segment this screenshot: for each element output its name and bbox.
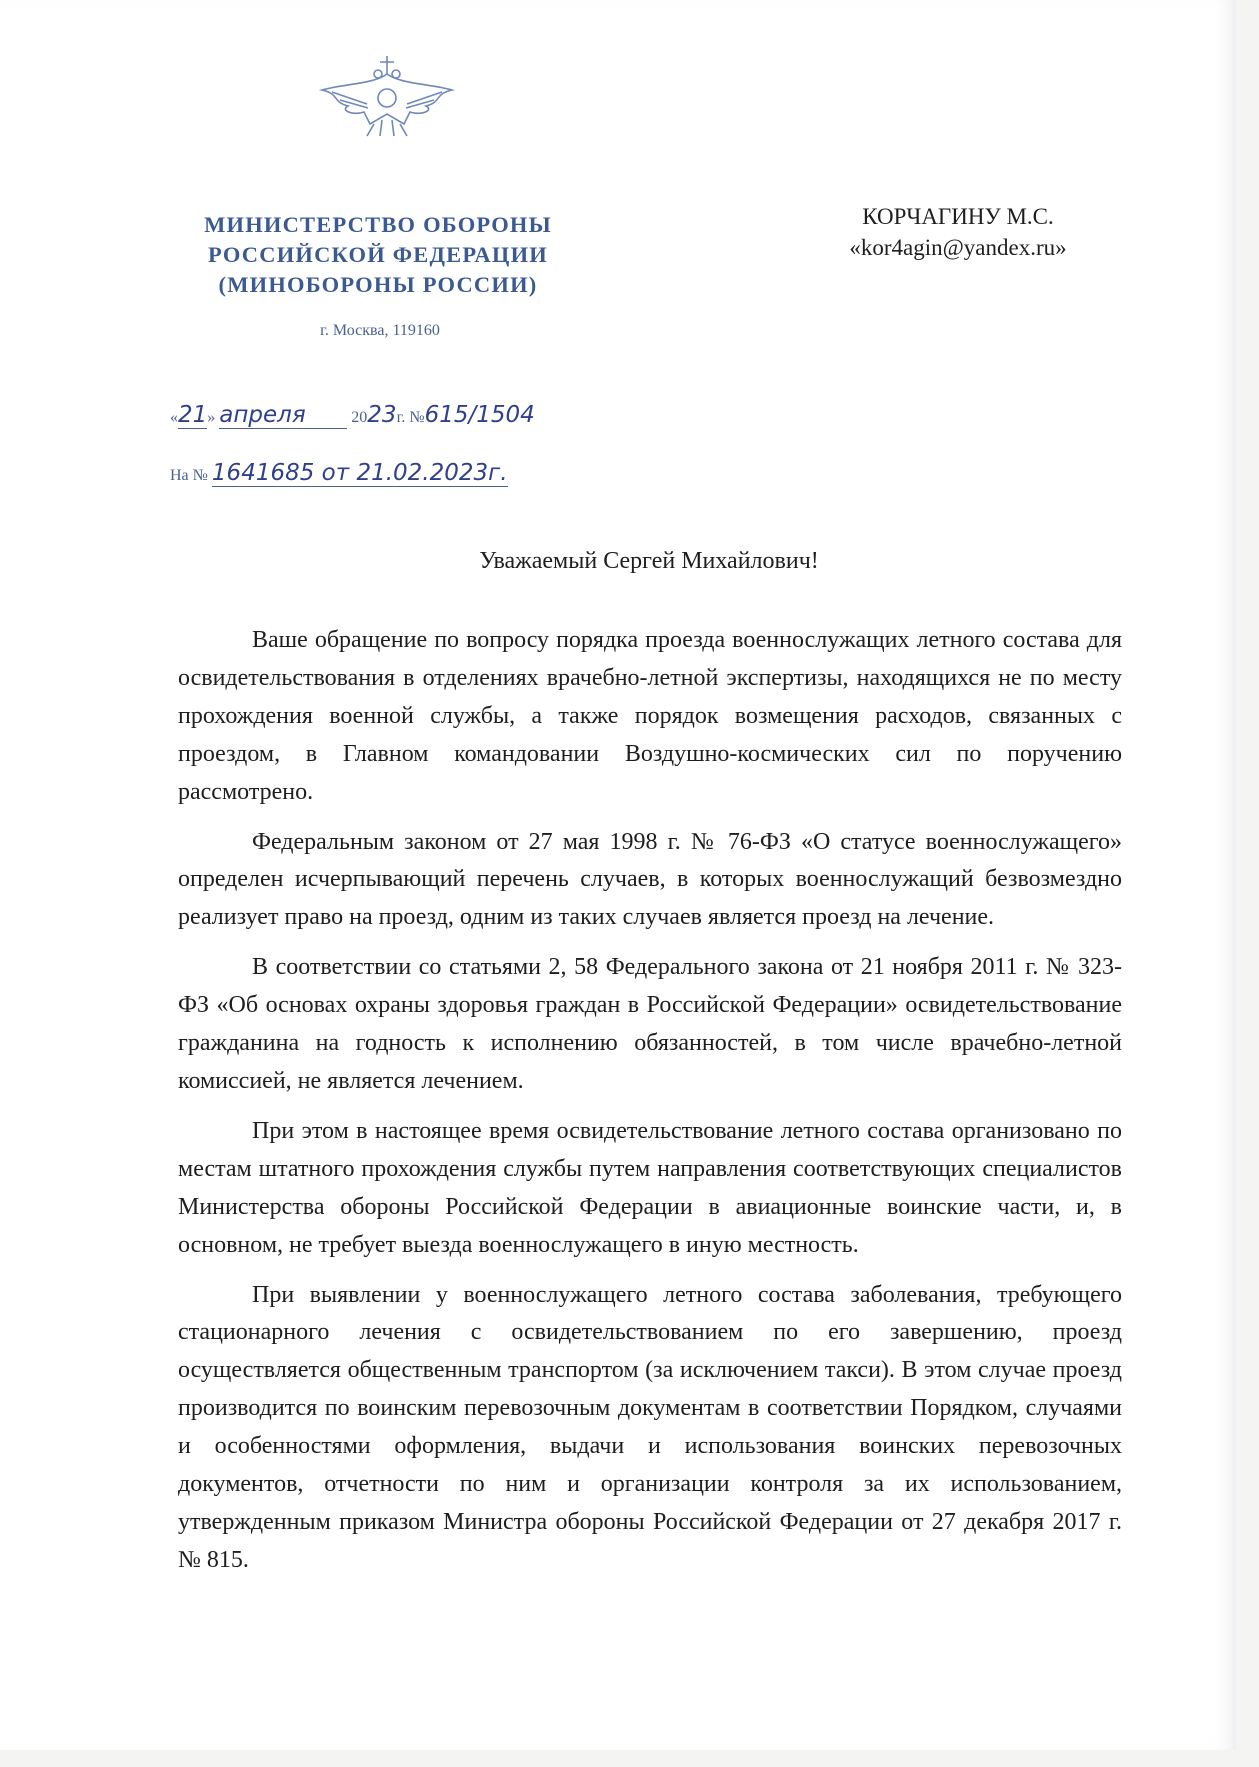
ministry-line-3: (МИНОБОРОНЫ РОССИИ)	[218, 272, 538, 297]
addressee-email: «kor4agin@yandex.ru»	[849, 235, 1067, 260]
ministry-line-2: РОССИЙСКОЙ ФЕДЕРАЦИИ	[208, 242, 548, 267]
in-reply-number: 1641685 от 21.02.2023г.	[211, 460, 508, 486]
ministry-line-1: МИНИСТЕРСТВО ОБОРОНЫ	[204, 212, 552, 237]
paragraph: При этом в настоящее время освидетельствование летного состава организовано по местам штатного прохождения службы путем направления соответствующих специалистов Министерства обороны Российской Федерации в авиационные воинские части, и, в основном, не требует выезда военнослужащего в иную местность.	[178, 1117, 1122, 1258]
in-reply-prefix: На №	[170, 467, 208, 484]
paragraph: Ваше обращение по вопросу порядка проезда военнослужащих летного состава для освидетельствования в отделениях врачебно-летной экспертизы, находящихся не по месту прохождения военной службы, а также порядок возмещения расходов, связанных с проездом, в Главном командовании Воздушно-космических сил по поручению рассмотрено.	[178, 627, 1122, 805]
incoming-reference	[170, 460, 508, 487]
double-headed-eagle-emblem-icon	[312, 44, 462, 144]
reference-month: апреля	[219, 402, 347, 429]
outgoing-reference	[170, 402, 535, 429]
year-prefix: 20	[351, 409, 368, 426]
city-postcode: г. Москва, 119160	[320, 322, 440, 339]
paragraph: Федеральным законом от 27 мая 1998 г. № 76-ФЗ «О статусе военнослужащего» определен исчерпывающий перечень случаев, в которых военнослужащий безвозмездно реализует право на проезд, одним из таких случаев является проезд на лечение.	[178, 828, 1122, 931]
addressee-name: КОРЧАГИНУ М.С.	[862, 204, 1054, 229]
addressee-block	[808, 201, 1108, 263]
paragraph: При выявлении у военнослужащего летного состава заболевания, требующего стационарного лечения с освидетельствованием по его завершению, проезд осуществляется общественным транспортом (за исключением такси). В этом случае проезд производится по воинским перевозочным документам в соответствии Порядком, случаями и особенностями оформления, выдачи и использования воинских перевозочных документов, отчетности по ним и организации контроля за их использованием, утвержденным приказом Министра обороны Российской Федерации от 27 декабря 2017 г. № 815.	[178, 1281, 1122, 1573]
open-quote: «	[170, 409, 178, 426]
paragraph: В соответствии со статьями 2, 58 Федерального закона от 21 ноября 2011 г. № 323-ФЗ «Об основах охраны здоровья граждан в Российской Федерации» освидетельствование гражданина на годность к исполнению обязанностей, в том числе врачебно-летной комиссией, не является лечением.	[178, 954, 1122, 1094]
reference-year: 23	[367, 402, 397, 428]
year-suffix: г. №	[396, 409, 425, 426]
reference-day: 21	[178, 402, 208, 428]
letter-body	[178, 622, 1122, 1592]
greeting: Уважаемый Сергей Михайлович!	[479, 548, 819, 574]
reference-number: 615/1504	[424, 402, 535, 428]
close-quote: »	[207, 409, 216, 426]
ministry-name	[178, 210, 578, 300]
